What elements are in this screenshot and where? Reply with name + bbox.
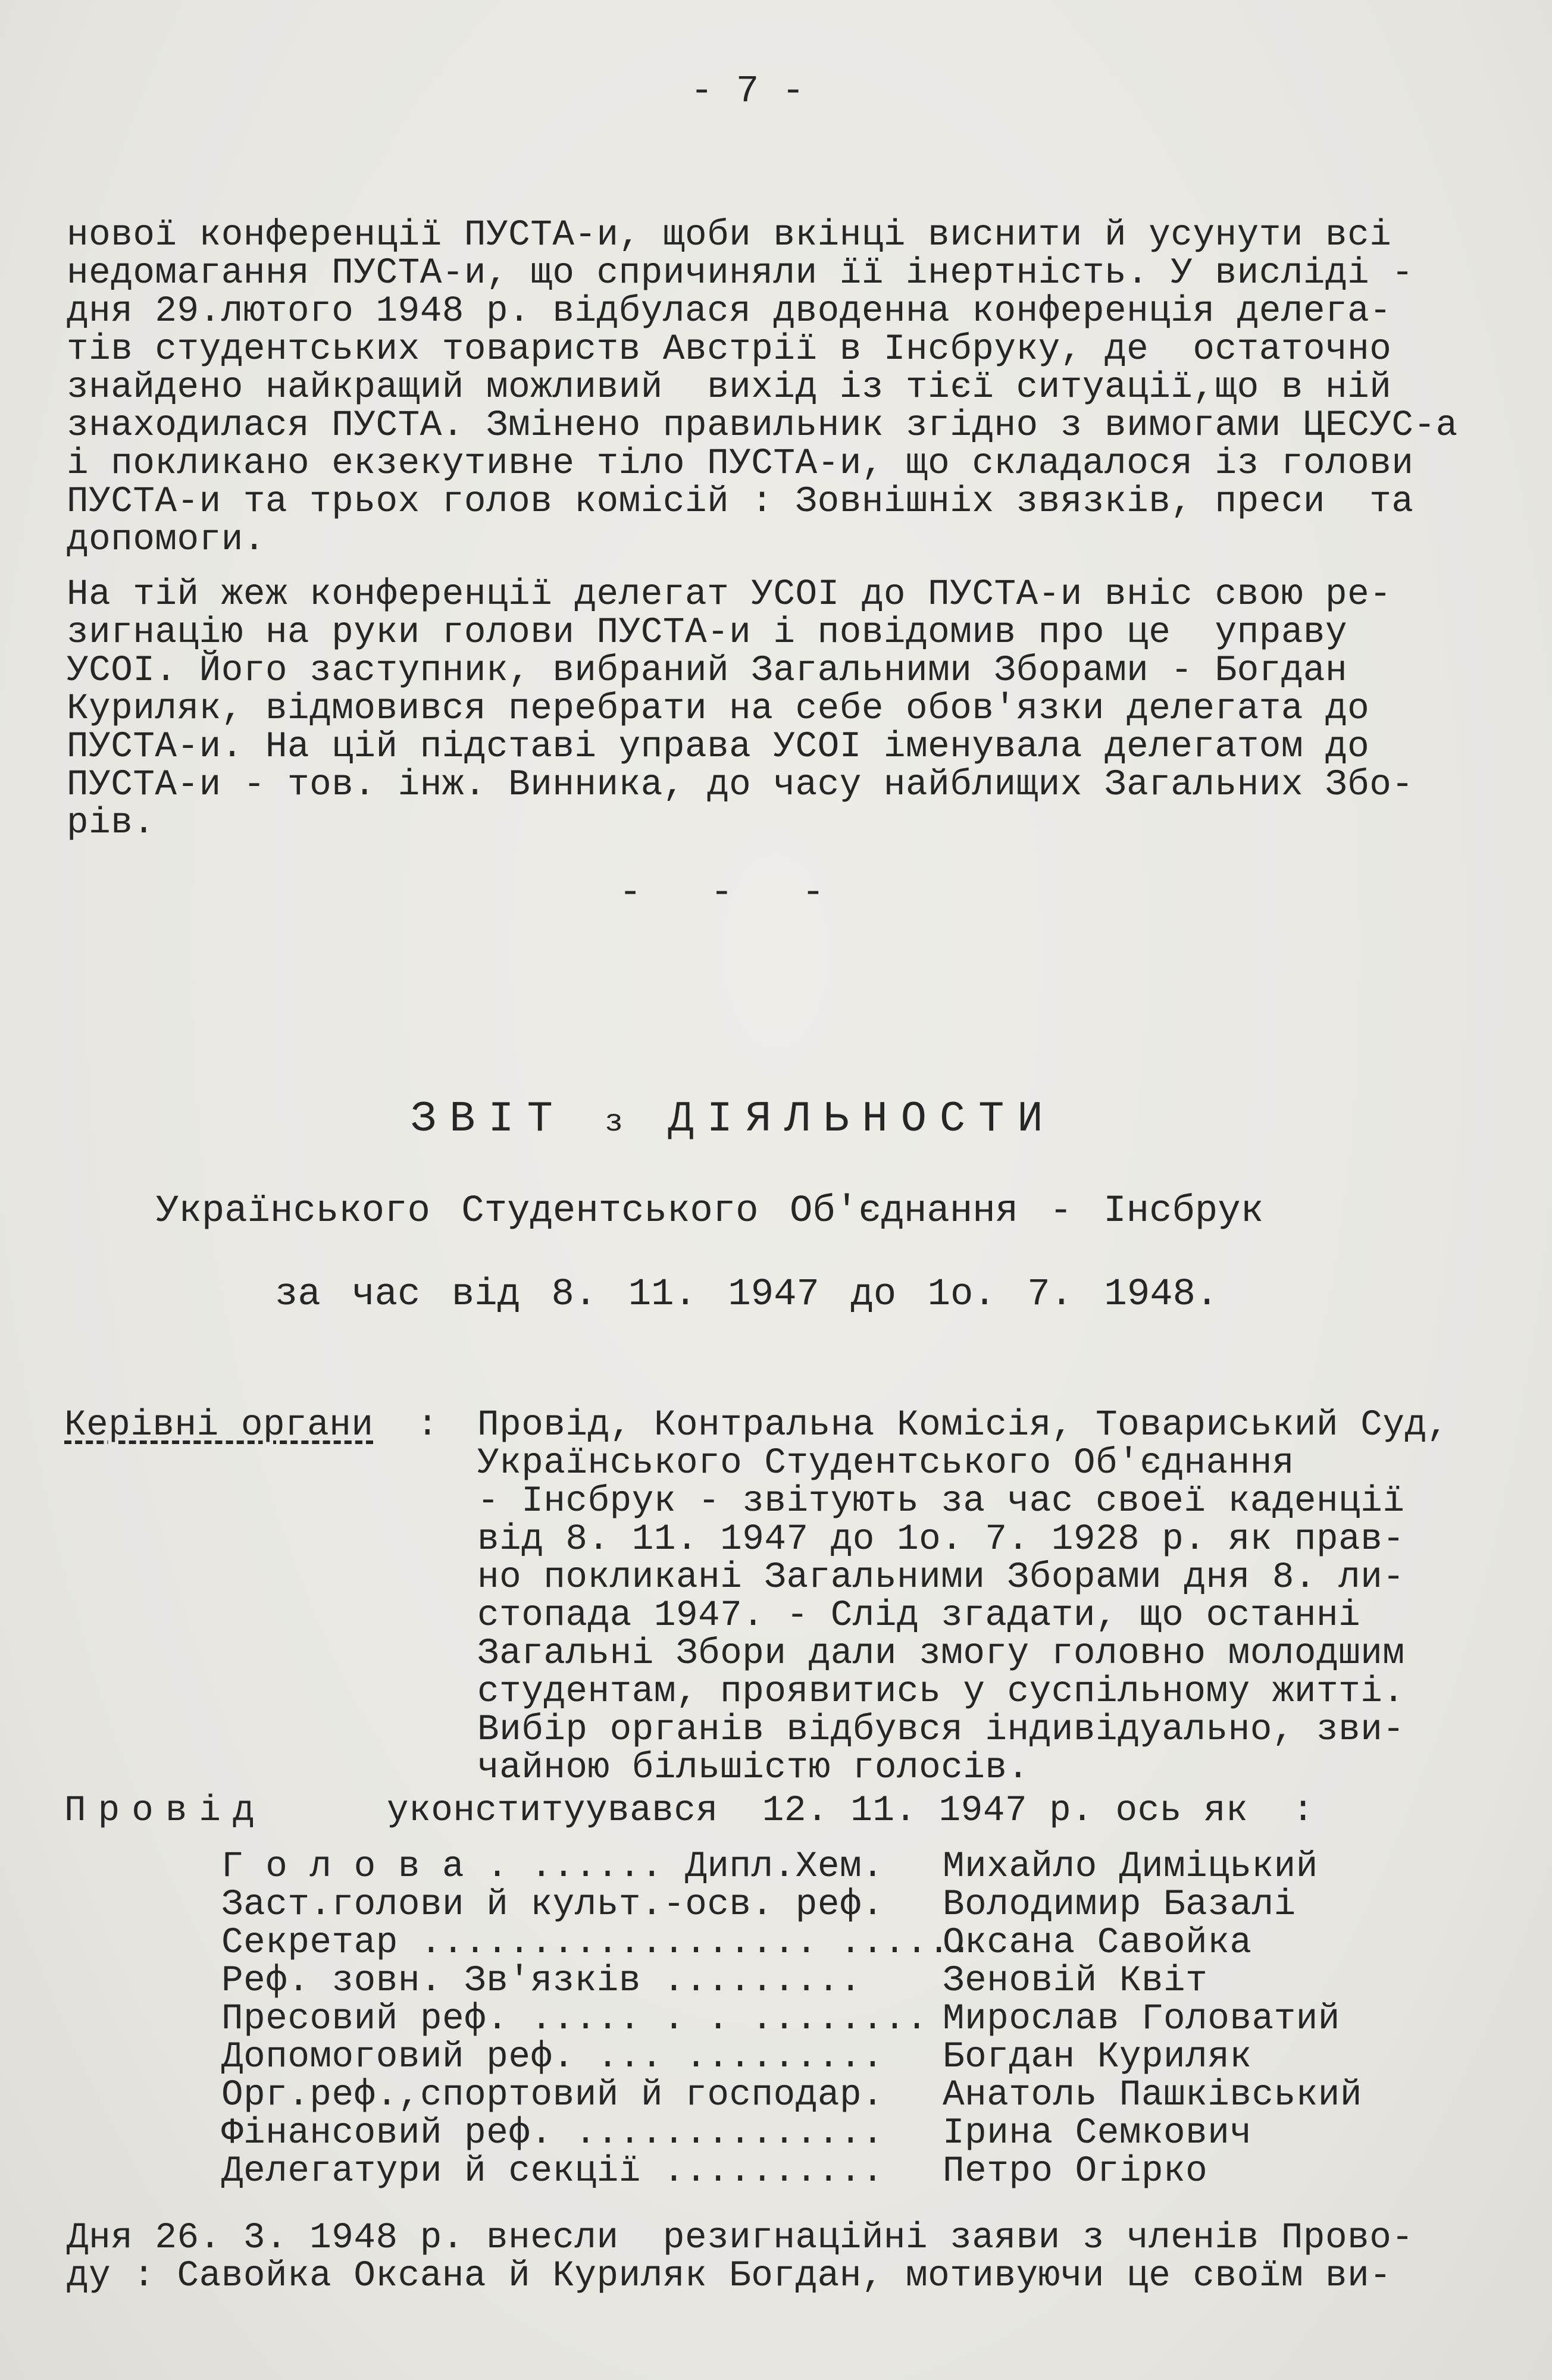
title-word-activity: ДІЯЛЬНОСТИ — [668, 1095, 1056, 1144]
text-line: рів. — [67, 803, 155, 844]
roster-role: Делегатури й секції .......... — [221, 2151, 884, 2192]
text-line: недомагання ПУСТА-и, що спричиняли її інертність. У висліді - — [67, 253, 1414, 294]
text-line: Загальні Збори дали змогу головно молодшим — [477, 1633, 1405, 1674]
text-line: Куриляк, відмовився перебрати на себе обов'язки делегата до — [67, 688, 1370, 729]
report-subtitle-period: за час від 8. 11. 1947 до 1о. 7. 1948. — [275, 1273, 1219, 1316]
text-line: зигнацію на руки голови ПУСТА-и і повідомив про це управу — [67, 612, 1348, 653]
roster-role: Орг.реф.,спортовий й господар. — [221, 2075, 884, 2116]
title-word-from: з — [605, 1105, 630, 1140]
roster-name: Михайло Диміцький — [943, 1846, 1318, 1887]
text-line: і покликано екзекутивне тіло ПУСТА-и, що складалося із голови — [67, 443, 1414, 484]
roster-name: Оксана Савойка — [943, 1922, 1252, 1964]
roster-role: Г о л о в а . ...... Дипл.Хем. — [221, 1846, 884, 1887]
roster-name: Ірина Семкович — [943, 2113, 1252, 2154]
text-line: стопада 1947. - Слід згадати, що останні — [477, 1595, 1361, 1636]
roster-role: Заст.голови й культ.-осв. реф. — [221, 1884, 884, 1925]
text-line: ду : Савойка Оксана й Куриляк Богдан, мотивуючи це своїм ви- — [67, 2256, 1392, 2297]
report-title — [411, 1095, 1056, 1144]
text-line: УСОІ. Його заступник, вибраний Загальними Зборами - Богдан — [67, 650, 1348, 691]
governing-bodies-label: Керівні органи — [64, 1405, 374, 1446]
title-word-report: ЗВІТ — [411, 1095, 566, 1144]
text-line: Провід, Контральна Комісія, Товариський Суд, — [477, 1405, 1449, 1446]
roster-name: Мирослав Головатий — [943, 1999, 1340, 2040]
provid-text: уконституувався 12. 11. 1947 р. ось як : — [387, 1790, 1315, 1831]
text-line: На тій жеж конференції делегат УСОІ до ПУСТА-и вніс свою ре- — [67, 574, 1392, 615]
page-number: - 7 - — [690, 70, 805, 113]
roster-role: Пресовий реф. ..... . . ........ — [221, 1999, 928, 2040]
text-line: ПУСТА-и - тов. інж. Винника, до часу найблищих Загальних Збо- — [67, 765, 1414, 806]
text-line: Вибір органів відбувся індивідуально, зви- — [477, 1709, 1405, 1750]
roster-role: Реф. зовн. Зв'язків ......... — [221, 1961, 862, 2002]
text-line: допомоги. — [67, 519, 265, 560]
roster-role: Фінансовий реф. .............. — [221, 2113, 884, 2154]
roster-role: Секретар .................. ...... — [221, 1922, 972, 1964]
roster-name: Богдан Куриляк — [943, 2037, 1252, 2078]
roster-name: Володимир Базалі — [943, 1884, 1296, 1925]
roster-name: Анатоль Пашківський — [943, 2075, 1363, 2116]
text-line: Дня 26. 3. 1948 р. внесли резигнаційні заяви з членів Прово- — [67, 2218, 1414, 2259]
text-line: ПУСТА-и та трьох голов комісій : Зовнішніх звязків, преси та — [67, 481, 1414, 522]
provid-label: Провід — [64, 1790, 267, 1831]
text-line: ПУСТА-и. На цій підставі управа УСОІ іменувала делегатом до — [67, 726, 1370, 768]
text-line: Українського Студентського Об'єднання — [477, 1443, 1294, 1484]
text-line: но покликані Загальними Зборами дня 8. ли- — [477, 1557, 1405, 1598]
text-line: - Інсбрук - звітують за час своеї каденції — [477, 1481, 1405, 1522]
text-line: від 8. 11. 1947 до 1о. 7. 1928 р. як прав- — [477, 1519, 1405, 1560]
report-subtitle-org: Українського Студентського Об'єднання - Інсбрук — [156, 1190, 1264, 1233]
text-line: знайдено найкращий можливий вихід із тієї ситуації,що в ній — [67, 367, 1392, 408]
text-line: тів студентських товариств Австрії в Інсбруку, де остаточно — [67, 329, 1392, 370]
text-line: нової конференції ПУСТА-и, щоби вкінці виснити й усунути всі — [67, 215, 1392, 256]
text-line: дня 29.лютого 1948 р. відбулася дводенна конференція делега- — [67, 291, 1392, 332]
text-line: знаходилася ПУСТА. Змінено правильник згідно з вимогами ЦЕСУС-а — [67, 405, 1458, 446]
roster-name: Петро Огірко — [943, 2151, 1208, 2192]
text-line: студентам, проявитись у суспільному житті. — [477, 1671, 1405, 1712]
roster-name: Зеновій Квіт — [943, 1961, 1208, 2002]
governing-bodies-colon: : — [417, 1405, 439, 1446]
text-line: чайною більшістю голосів. — [477, 1748, 1030, 1789]
section-separator: - - - — [619, 872, 825, 915]
roster-role: Допомоговий реф. ... ......... — [221, 2037, 884, 2078]
